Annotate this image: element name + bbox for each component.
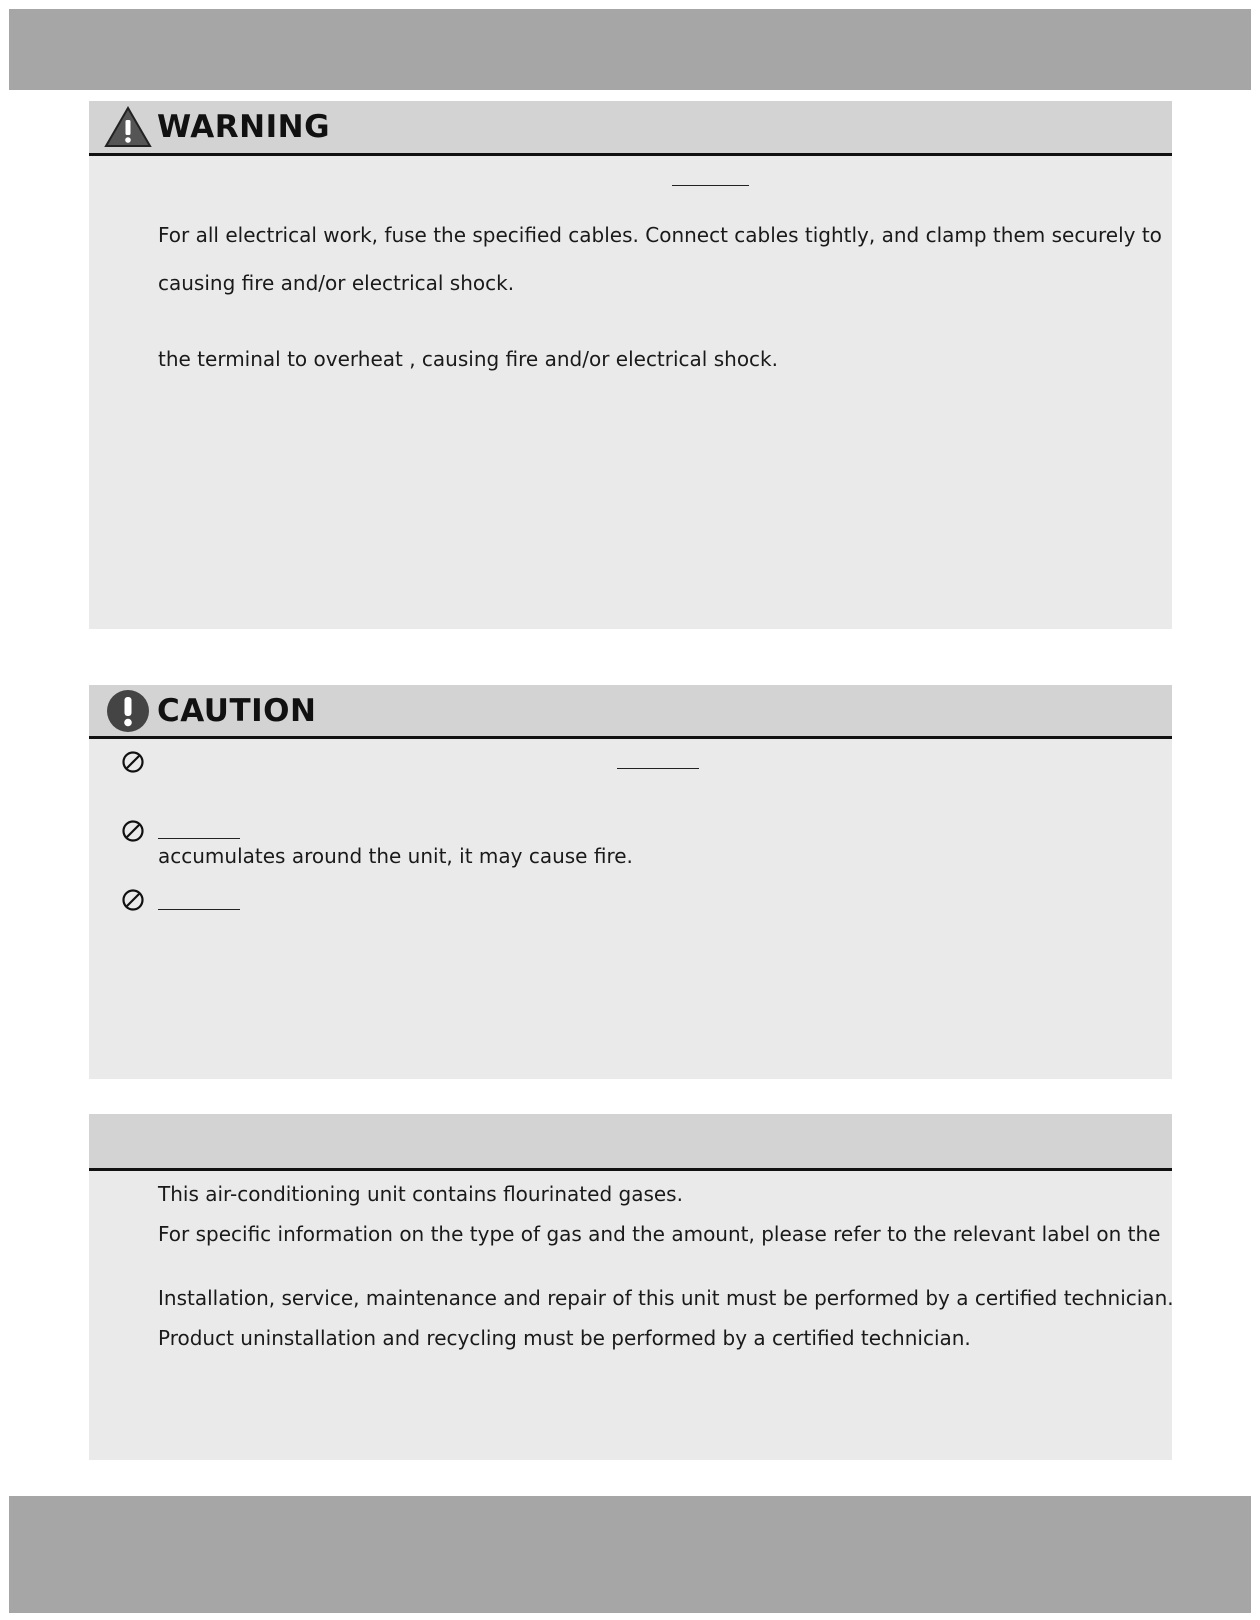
- underline: [672, 185, 749, 186]
- fgas-line-2: For specific information on the type of gas and the amount, please refer to the relevant label on the: [158, 1222, 1161, 1246]
- warning-title: WARNING: [157, 109, 331, 145]
- fgas-header: [89, 1114, 1172, 1171]
- prohibited-icon: [122, 820, 144, 842]
- warning-header: [89, 101, 1172, 156]
- caution-line-1: accumulates around the unit, it may cause fire.: [158, 844, 633, 868]
- underline: [158, 838, 240, 839]
- fgas-line-3: Installation, service, maintenance and repair of this unit must be performed by a certified technician.: [158, 1286, 1174, 1310]
- caution-header: [89, 685, 1172, 739]
- warning-panel: [89, 101, 1172, 629]
- caution-panel: [89, 685, 1172, 1079]
- underline: [158, 909, 240, 910]
- caution-title: CAUTION: [157, 692, 317, 729]
- fgas-line-4: Product uninstallation and recycling must be performed by a certified technician.: [158, 1326, 971, 1350]
- fgas-line-1: This air-conditioning unit contains flourinated gases.: [158, 1182, 683, 1206]
- footer-band: [9, 1496, 1251, 1613]
- warning-triangle-icon: [104, 106, 152, 148]
- warning-line-3: the terminal to overheat , causing fire and/or electrical shock.: [158, 347, 778, 371]
- prohibited-icon: [122, 751, 144, 773]
- header-band: [9, 9, 1251, 90]
- fgas-panel: [89, 1114, 1172, 1460]
- warning-line-2: causing fire and/or electrical shock.: [158, 271, 515, 295]
- underline: [617, 768, 699, 769]
- prohibited-icon: [122, 889, 144, 911]
- exclamation-circle-icon: [106, 689, 150, 733]
- warning-line-1: For all electrical work, fuse the specified cables. Connect cables tightly, and clamp them securely to: [158, 223, 1162, 247]
